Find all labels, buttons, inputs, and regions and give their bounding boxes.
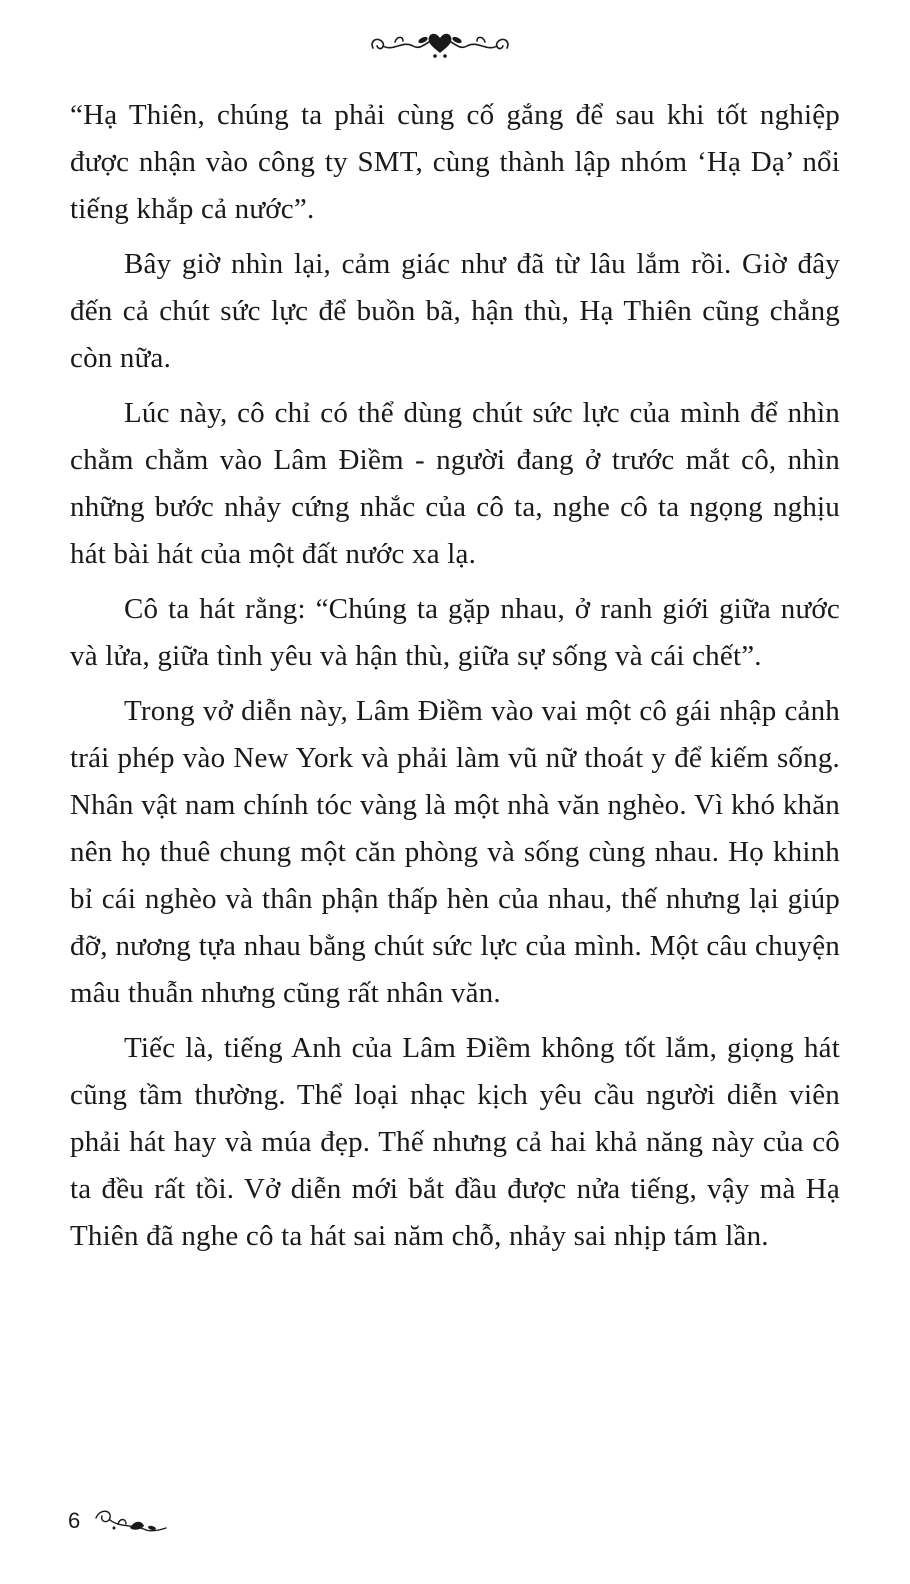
page-footer [68, 1500, 188, 1540]
paragraph-5: Trong vở diễn này, Lâm Điềm vào vai một cô gái nhập cảnh trái phép vào New York và phải làm vũ nữ thoát y để kiếm sống. Nhân vật nam chính tóc vàng là một nhà văn nghèo. Vì khó khăn nên họ thuê chung một căn phòng và sống cùng nhau. Họ khinh bỉ cái nghèo và thân phận thấp hèn của nhau, thế nhưng lại giúp đỡ, nương tựa nhau bằng chút sức lực của mình. Một câu chuyện mâu thuẫn nhưng cũng rất nhân văn. [70, 695, 840, 1009]
paragraph-1: “Hạ Thiên, chúng ta phải cùng cố gắng để sau khi tốt nghiệp được nhận vào công ty SMT, cùng thành lập nhóm ‘Hạ Dạ’ nổi tiếng khắp cả nước”. [70, 99, 840, 225]
vine-ornament-icon [90, 1504, 170, 1538]
floral-heart-ornament-icon [365, 26, 515, 64]
paragraph-6: Tiếc là, tiếng Anh của Lâm Điềm không tốt lắm, giọng hát cũng tầm thường. Thể loại nhạc kịch yêu cầu người diễn viên phải hát hay và múa đẹp. Thế nhưng cả hai khả năng này của cô ta đều rất tồi. Vở diễn mới bắt đầu được nửa tiếng, vậy mà Hạ Thiên đã nghe cô ta hát sai năm chỗ, nhảy sai nhịp tám lần. [70, 1032, 840, 1252]
page-number: 6 [68, 1508, 81, 1533]
paragraph-3: Lúc này, cô chỉ có thể dùng chút sức lực của mình để nhìn chằm chằm vào Lâm Điềm - người đang ở trước mắt cô, nhìn những bước nhảy cứng nhắc của cô ta, nghe cô ta ngọng nghịu hát bài hát của một đất nước xa lạ. [70, 397, 840, 570]
body-text [70, 92, 840, 1268]
paragraph-2: Bây giờ nhìn lại, cảm giác như đã từ lâu lắm rồi. Giờ đây đến cả chút sức lực để buồn bã, hận thù, Hạ Thiên cũng chẳng còn nữa. [70, 248, 840, 374]
paragraph-4: Cô ta hát rằng: “Chúng ta gặp nhau, ở ranh giới giữa nước và lửa, giữa tình yêu và hận thù, giữa sự sống và cái chết”. [70, 593, 840, 672]
